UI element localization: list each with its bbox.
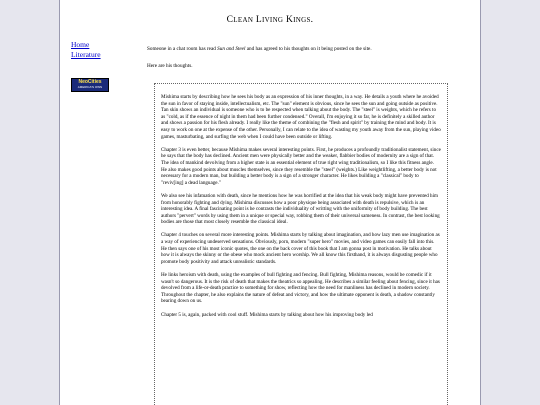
review-paragraph: Chapter 3 is even better, because Mishima makes several interesting points. First, he produces a profoundly traditionalist statement, since he says that the body has declined. Ancient men were physically better and the weaker, flabbier bodies of modernity are a sign of that. The idea of mankind devolving from a higher state is an essential element of true right wing traditionalism, so I like this fitness angle. He also makes good points about muscles themselves, since they resemble the "steel" (weights.) Like weightlifting, a better body is not necessary for a modern man, but building a better body is a sign of a stronger character. He likes building a "classical" body to "reviv[ing] a dead language.": [161, 146, 441, 186]
sidebar-nav: [71, 40, 101, 59]
site-title: Clean Living Kings.: [226, 15, 314, 25]
neocities-badge-subtext: AMERICA'S OWN: [77, 85, 103, 89]
review-paragraph: We also see his infatuation with death, since he mentions how he was horrified at the idea that his weak body might have prevented him from honorably fighting and dying. Mishima discusses how a poor physique being associated with death is repulsive, which is an interesting idea. A final fascinating point is he contrasts the individuality of writting with the uniformity of body building. The best authors "pervert" words by using them in a unique or special way, robbing them of their universal sameness. In contrast, the best looking bodies are those that most closely resemble the classical ideal.: [161, 192, 440, 226]
intro-lead-before: Someone in a chat room has read: [147, 46, 218, 52]
review-paragraph: He links heroism with death, using the examples of bull fighting and fencing. Bull fighting, Mishima reasons, would be comedic if it wasn't so dangerous. It is the risk of death that makes the theatrics so appealing. He describes a similar feeling about fencing, since it has devolved from a life-or-death practice to something for show, reflecting how the need for manliness has declined in modern society. Throughout the chapter, he also explains the nature of defeat and victory, and how the ultimate opponent is death, a shadow constantly bearing down on us.: [161, 272, 440, 305]
intro-lead-after: and has agreed to his thoughts on it being posted on the site.: [245, 46, 372, 52]
intro-line-2: Here are his thoughts.: [147, 63, 193, 69]
review-paragraph: Chapter 4 touches on several more interesting points. Mishima starts by talking about imagination, and how lazy men use imagination as a way of experiencing undeserved sensations. Obviously, porn, modern "super hero" movies, and video games can easily fall into this. He then says one of his most iconic quotes, the one on the back cover of this book that I am gonna post in motivation. He talks about how it is always the skinny or the obese who mock ancient hero worship. We all know this firsthand, it is always disgusting people who promote body positivity and attack unrealistic standards.: [161, 232, 440, 265]
intro-text: [147, 46, 465, 80]
intro-lead: [147, 46, 465, 53]
neocities-badge-text: NeoCities: [78, 79, 102, 85]
page-container: [59, 0, 481, 405]
book-title: Sun and Steel: [217, 46, 246, 52]
neocities-badge[interactable]: [71, 78, 109, 92]
nav-link-literature[interactable]: Literature: [71, 49, 101, 59]
nav-link-home[interactable]: Home: [71, 40, 90, 49]
review-quote-box: [154, 83, 448, 405]
review-paragraph: Chapter 5 is, again, packed with cool stuff. Mishima starts by talking about how his improving body led: [161, 311, 373, 318]
review-paragraph: Mishima starts by describing how he sees his body as an expression of his inner thoughts, in a way. He details a youth where he avoided the sun in favor of staying inside, intellectualism, etc. The "sun" element is obvious, since he sees the sun and going outside as positive. Tan skin shows an individual is someone who is to be respected when talking about the body. The "steel" is weights, which he refers to as "cold, as if the essence of night in them had been further condensed." Overall, I'm enjoying it so far, he is definitely a skilled author and shows a passion for his flesh already. I really like the theme of combining the "flesh and spirit" by training the mind and body. It is easy to work on one at the expense of the other. Personally, I can relate to the idea of wasting my youth away from the sun, playing video games, masturbating, and surfing the web when I could have been outside or lifting.: [161, 94, 441, 140]
